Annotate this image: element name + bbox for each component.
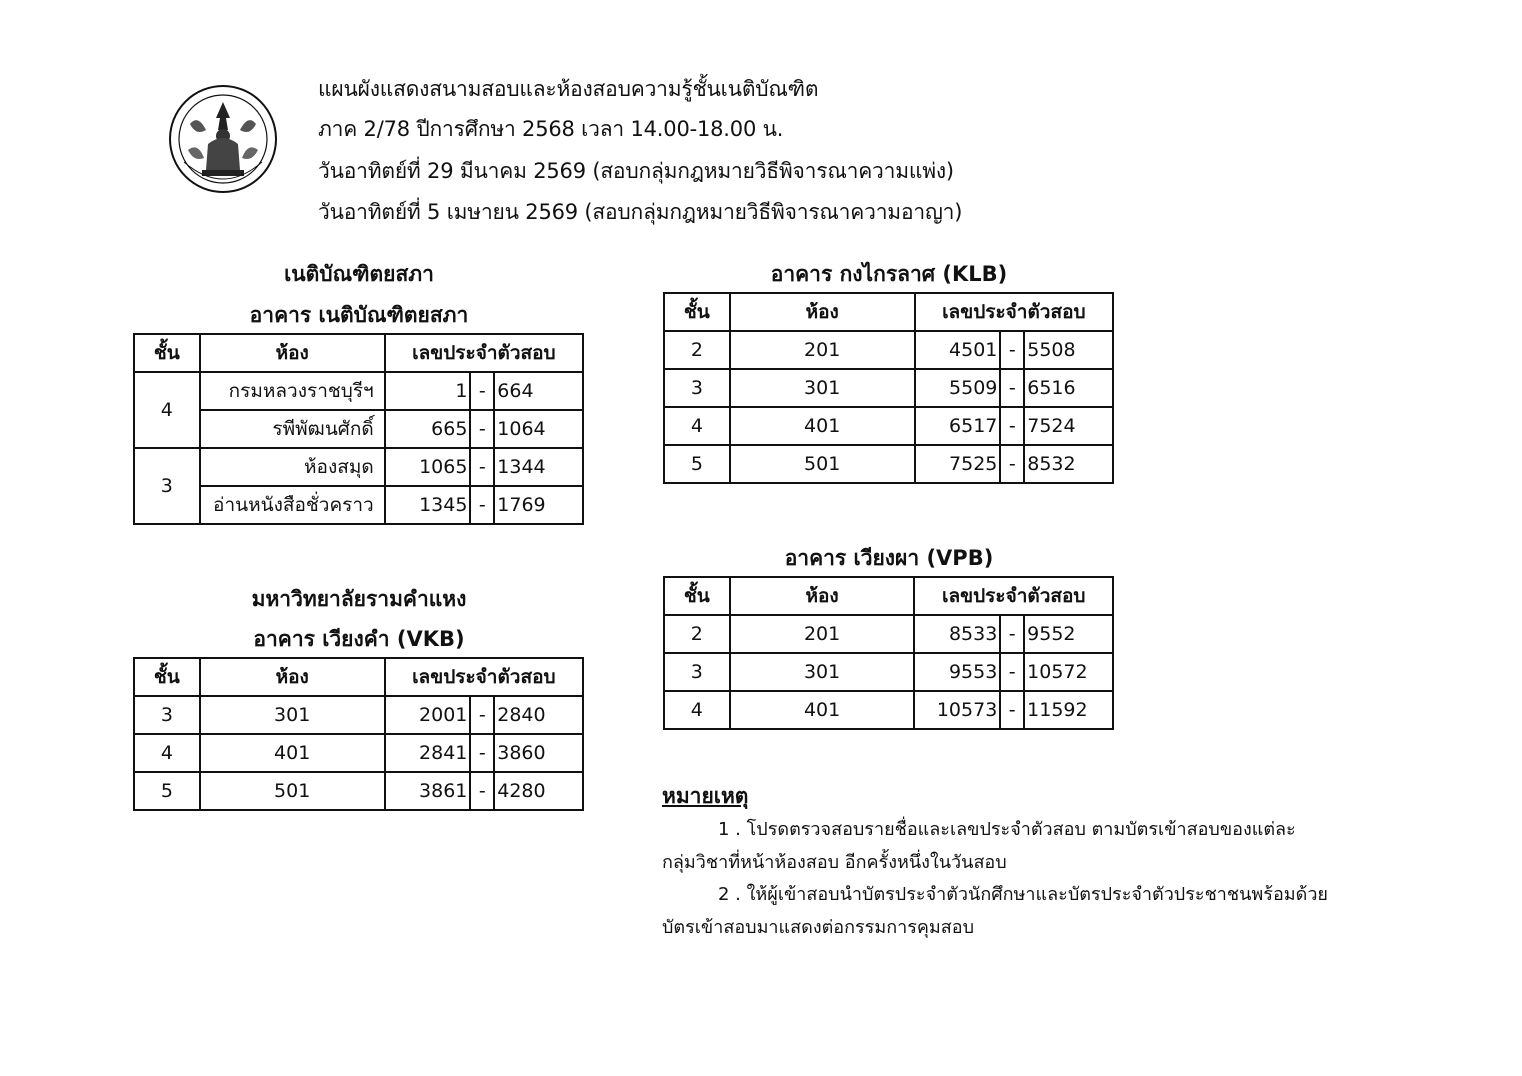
seat-dash: - <box>1000 691 1024 729</box>
floor-cell: 2 <box>664 331 730 369</box>
seat-from-cell: 1065 <box>385 448 471 486</box>
room-cell: 201 <box>730 615 915 653</box>
seat-to-cell: 2840 <box>494 696 583 734</box>
table-row <box>134 696 583 734</box>
table-row <box>134 734 583 772</box>
seat-to-cell: 6516 <box>1024 369 1113 407</box>
floor-cell: 5 <box>134 772 200 810</box>
seat-from-cell: 3861 <box>385 772 471 810</box>
room-cell: 301 <box>730 653 915 691</box>
room-cell: 301 <box>730 369 915 407</box>
seat-dash: - <box>470 448 494 486</box>
floor-cell: 4 <box>134 372 200 448</box>
table-header-row <box>134 334 583 372</box>
table-row <box>664 653 1113 691</box>
seat-dash: - <box>470 410 494 448</box>
thaibar-venue-title: เนติบัณฑิตยสภา <box>284 262 434 286</box>
ru-venue-title: มหาวิทยาลัยรามคำแหง <box>251 587 467 611</box>
seat-to-cell: 3860 <box>494 734 583 772</box>
seat-to-cell: 11592 <box>1024 691 1113 729</box>
note-line-2: กลุ่มวิชาที่หน้าห้องสอบ อีกครั้งหนึ่งในวันสอบ <box>662 852 1007 873</box>
ru-vkb-table <box>133 657 584 811</box>
seat-dash: - <box>470 696 494 734</box>
floor-cell: 2 <box>664 615 730 653</box>
floor-cell: 5 <box>664 445 730 483</box>
table-row <box>664 691 1113 729</box>
header-date-civil: วันอาทิตย์ที่ 29 มีนาคม 2569 (สอบกลุ่มกฎหมายวิธีพิจารณาความแพ่ง) <box>318 159 954 183</box>
seat-from-cell: 1 <box>385 372 471 410</box>
floor-cell: 4 <box>664 407 730 445</box>
room-cell: อ่านหนังสือชั่วคราว <box>200 486 385 524</box>
floor-cell: 4 <box>664 691 730 729</box>
ru-building-title: อาคาร เวียงคำ (VKB) <box>253 627 465 651</box>
table-row <box>664 407 1113 445</box>
seat-dash: - <box>1000 407 1024 445</box>
table-row <box>664 615 1113 653</box>
table-row <box>664 369 1113 407</box>
thaibar-building-title: อาคาร เนติบัณฑิตยสภา <box>249 303 469 327</box>
floor-cell: 3 <box>134 448 200 524</box>
floor-cell: 3 <box>134 696 200 734</box>
seat-to-cell: 7524 <box>1024 407 1113 445</box>
header-term-time: ภาค 2/78 ปีการศึกษา 2568 เวลา 14.00-18.00 น. <box>318 117 784 141</box>
seat-from-cell: 665 <box>385 410 471 448</box>
seat-to-cell: 1344 <box>494 448 583 486</box>
seat-to-cell: 9552 <box>1024 615 1113 653</box>
room-cell: 501 <box>730 445 915 483</box>
seat-dash: - <box>1000 615 1024 653</box>
seat-dash: - <box>470 772 494 810</box>
seat-dash: - <box>1000 331 1024 369</box>
table-header-row <box>664 577 1113 615</box>
room-cell: 501 <box>200 772 385 810</box>
col-room-header: ห้อง <box>730 293 915 331</box>
seat-from-cell: 1345 <box>385 486 471 524</box>
floor-cell: 3 <box>664 653 730 691</box>
room-cell: 401 <box>730 691 915 729</box>
seat-to-cell: 8532 <box>1024 445 1113 483</box>
seat-from-cell: 6517 <box>915 407 1001 445</box>
vpb-table <box>663 576 1114 730</box>
floor-cell: 3 <box>664 369 730 407</box>
room-cell: 401 <box>730 407 915 445</box>
seat-to-cell: 1769 <box>494 486 583 524</box>
col-floor-header: ชั้น <box>134 334 200 372</box>
col-room-header: ห้อง <box>200 334 385 372</box>
seat-dash: - <box>470 372 494 410</box>
note-line-3: 2 . ให้ผู้เข้าสอบนำบัตรประจำตัวนักศึกษาและบัตรประจำตัวประชาชนพร้อมด้วย <box>718 884 1328 905</box>
seat-dash: - <box>470 486 494 524</box>
table-row <box>134 772 583 810</box>
seat-from-cell: 5509 <box>915 369 1001 407</box>
table-row <box>134 448 583 486</box>
room-cell: ห้องสมุด <box>200 448 385 486</box>
table-row <box>134 410 583 448</box>
table-header-row <box>664 293 1113 331</box>
room-cell: 201 <box>730 331 915 369</box>
seat-from-cell: 8533 <box>914 615 1000 653</box>
seat-dash: - <box>470 734 494 772</box>
col-room-header: ห้อง <box>730 577 915 615</box>
table-row <box>664 445 1113 483</box>
seat-from-cell: 7525 <box>915 445 1001 483</box>
col-room-header: ห้อง <box>200 658 385 696</box>
seat-dash: - <box>1000 445 1024 483</box>
thai-bar-seal-emblem <box>168 84 278 194</box>
seat-dash: - <box>1000 369 1024 407</box>
seat-to-cell: 664 <box>494 372 583 410</box>
note-line-1: 1 . โปรดตรวจสอบรายชื่อและเลขประจำตัวสอบ ตามบัตรเข้าสอบของแต่ละ <box>718 819 1296 840</box>
col-seat-header: เลขประจำตัวสอบ <box>914 577 1113 615</box>
table-row <box>664 331 1113 369</box>
col-floor-header: ชั้น <box>664 577 730 615</box>
seat-from-cell: 10573 <box>914 691 1000 729</box>
col-seat-header: เลขประจำตัวสอบ <box>385 658 583 696</box>
seat-from-cell: 2841 <box>385 734 471 772</box>
seat-from-cell: 9553 <box>914 653 1000 691</box>
vpb-building-title: อาคาร เวียงผา (VPB) <box>784 546 994 570</box>
thaibar-table <box>133 333 584 525</box>
seat-from-cell: 2001 <box>385 696 471 734</box>
header-title: แผนผังแสดงสนามสอบและห้องสอบความรู้ชั้นเนติบัณฑิต <box>318 77 819 101</box>
col-seat-header: เลขประจำตัวสอบ <box>915 293 1113 331</box>
room-cell: รพีพัฒนศักดิ์ <box>200 410 385 448</box>
seat-to-cell: 10572 <box>1024 653 1113 691</box>
seat-from-cell: 4501 <box>915 331 1001 369</box>
col-floor-header: ชั้น <box>664 293 730 331</box>
klb-building-title: อาคาร กงไกรลาศ (KLB) <box>770 262 1008 286</box>
table-header-row <box>134 658 583 696</box>
room-cell: 401 <box>200 734 385 772</box>
seat-to-cell: 1064 <box>494 410 583 448</box>
seat-dash: - <box>1000 653 1024 691</box>
seat-to-cell: 4280 <box>494 772 583 810</box>
seat-to-cell: 5508 <box>1024 331 1113 369</box>
notes-title: หมายเหตุ <box>662 784 749 808</box>
header-date-criminal: วันอาทิตย์ที่ 5 เมษายน 2569 (สอบกลุ่มกฎหมายวิธีพิจารณาความอาญา) <box>318 200 963 224</box>
col-seat-header: เลขประจำตัวสอบ <box>385 334 583 372</box>
klb-table <box>663 292 1114 484</box>
note-line-4: บัตรเข้าสอบมาแสดงต่อกรรมการคุมสอบ <box>662 917 975 938</box>
room-cell: กรมหลวงราชบุรีฯ <box>200 372 385 410</box>
col-floor-header: ชั้น <box>134 658 200 696</box>
floor-cell: 4 <box>134 734 200 772</box>
table-row <box>134 486 583 524</box>
table-row <box>134 372 583 410</box>
room-cell: 301 <box>200 696 385 734</box>
